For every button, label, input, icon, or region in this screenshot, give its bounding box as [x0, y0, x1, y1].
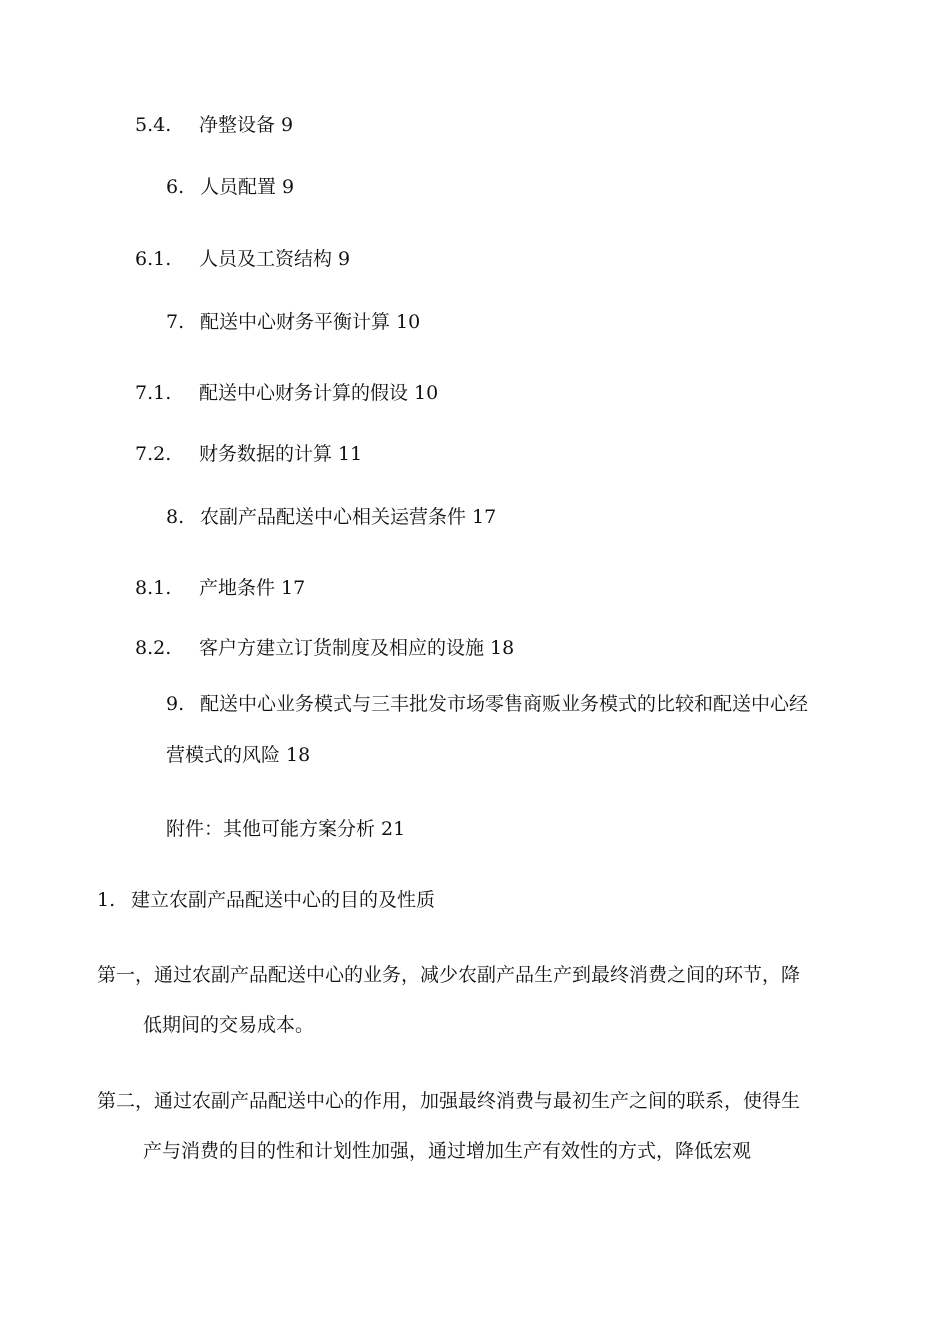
toc-text: 营模式的风险 18 [166, 744, 311, 766]
toc-text: 客户方建立订货制度及相应的设施 18 [199, 637, 515, 659]
toc-number: 7. [166, 311, 185, 333]
toc-entry-9-continuation[interactable] [166, 742, 310, 768]
toc-entry-6[interactable] [166, 174, 294, 200]
toc-text: 人员及工资结构 9 [199, 248, 351, 270]
paragraph-line: 第二，通过农副产品配送中心的作用，加强最终消费与最初生产之间的联系，使得生 [97, 1090, 801, 1112]
toc-text: 财务数据的计算 11 [199, 443, 363, 465]
section-heading [97, 887, 435, 913]
section-number: 1. [97, 889, 116, 911]
toc-entry-6-1[interactable] [135, 246, 350, 272]
toc-text: 产地条件 17 [199, 577, 306, 599]
toc-text: 配送中心财务平衡计算 10 [200, 311, 421, 333]
toc-number: 7.1. [135, 382, 172, 404]
toc-entry-7[interactable] [166, 309, 420, 335]
body-paragraph-2 [97, 1088, 857, 1164]
toc-text: 配送中心业务模式与三丰批发市场零售商贩业务模式的比较和配送中心经 [200, 693, 809, 715]
toc-entry-8-1[interactable] [135, 575, 305, 601]
toc-text: 人员配置 9 [200, 176, 295, 198]
toc-number: 8.1. [135, 577, 172, 599]
body-paragraph-1 [97, 962, 857, 1038]
toc-entry-9[interactable] [166, 691, 808, 717]
toc-entry-7-1[interactable] [135, 380, 438, 406]
toc-text: 附件：其他可能方案分析 21 [166, 818, 406, 840]
toc-entry-appendix[interactable] [166, 816, 405, 842]
section-title: 建立农副产品配送中心的目的及性质 [131, 889, 436, 911]
toc-number: 6. [166, 176, 185, 198]
toc-number: 6.1. [135, 248, 172, 270]
paragraph-line: 低期间的交易成本。 [143, 1014, 315, 1036]
toc-number: 8.2. [135, 637, 172, 659]
toc-entry-8-2[interactable] [135, 635, 514, 661]
toc-entry-5-4[interactable] [135, 112, 293, 138]
toc-number: 5.4. [135, 114, 172, 136]
paragraph-line: 第一，通过农副产品配送中心的业务，减少农副产品生产到最终消费之间的环节，降 [97, 964, 801, 986]
toc-entry-7-2[interactable] [135, 441, 362, 467]
paragraph-line: 产与消费的目的性和计划性加强，通过增加生产有效性的方式，降低宏观 [143, 1140, 752, 1162]
toc-text: 净整设备 9 [199, 114, 294, 136]
toc-number: 8. [166, 506, 185, 528]
toc-number: 9. [166, 693, 185, 715]
toc-text: 配送中心财务计算的假设 10 [199, 382, 439, 404]
toc-entry-8[interactable] [166, 504, 496, 530]
toc-number: 7.2. [135, 443, 172, 465]
toc-text: 农副产品配送中心相关运营条件 17 [200, 506, 497, 528]
